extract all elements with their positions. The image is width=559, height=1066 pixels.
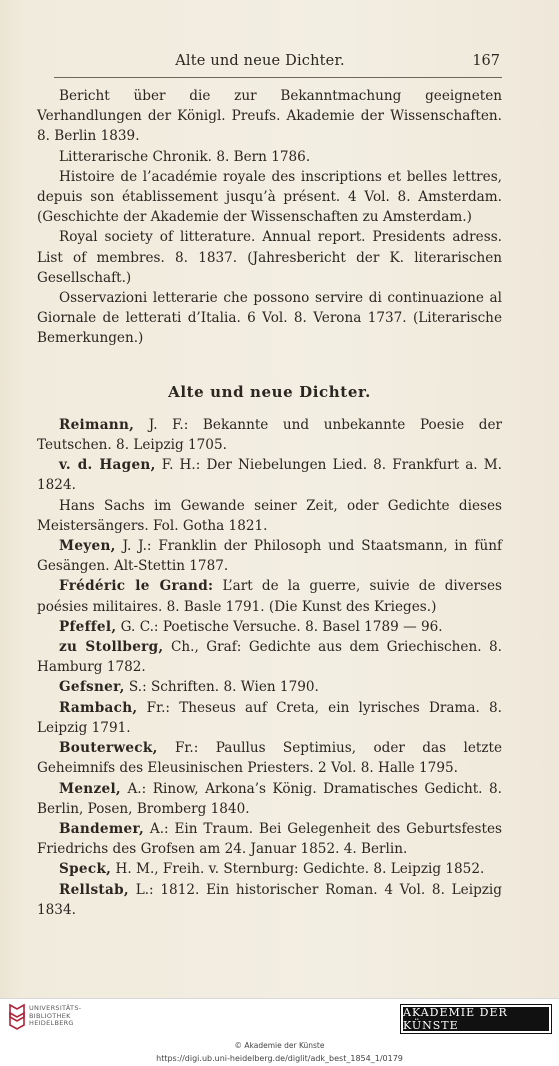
entry-text: A.: Ein Traum. Bei Gelegenheit des Geburtsfestes Friedrichs des Grofsen am 24. Januar 1852. 4. Berlin. <box>37 820 502 858</box>
entry-author: Bouterweck, <box>59 740 158 757</box>
entry-text: J. J.: Franklin der Philosoph und Staatsmann, in fünf Gesängen. Alt-Stettin 1787. <box>37 538 502 575</box>
akademie-logo[interactable]: AKADEMIE DER KÜNSTE <box>403 1007 549 1031</box>
entry-text: H. M., Freih. v. Sternburg: Gedichte. 8. Leipzig 1852. <box>111 861 485 878</box>
entry-author: Rellstab, <box>59 881 129 898</box>
entry-text: Fr.: Paullus Septimius, oder das letzte Geheimnifs des Eleusinischen Priesters. 2 Vol. 8. Halle 1795. <box>37 740 502 777</box>
library-line: HEIDELBERG <box>29 1019 74 1027</box>
library-line: BIBLIOTHEK <box>29 1011 71 1020</box>
university-library-logo-icon[interactable] <box>8 1003 26 1031</box>
bibliography-entry <box>37 880 502 920</box>
entry-text: Ch., Graf: Gedichte aus dem Griechischen. 8. Hamburg 1782. <box>37 639 503 676</box>
page-header <box>0 50 559 74</box>
entry-text: Fr.: Theseus auf Creta, ein lyrisches Drama. 8. Leipzig 1791. <box>37 699 502 736</box>
bibliography-entry <box>37 738 502 778</box>
entry-text: J. F.: Bekannte und unbekannte Poesie der Teutschen. 8. Leipzig 1705. <box>37 416 502 454</box>
bibliography-entry <box>37 576 502 616</box>
entry-author: Gefsner, <box>59 679 125 696</box>
bibliography-entry <box>37 859 502 879</box>
entry-author: Reimann, <box>59 416 135 433</box>
entry-text: Hans Sachs im Gewande seiner Zeit, oder Gedichte dieses Meistersängers. Fol. Gotha 1821. <box>37 497 502 534</box>
header-rule <box>54 77 502 78</box>
bibliography-entry <box>37 677 502 697</box>
entry-text: L.: 1812. Ein historischer Roman. 4 Vol. 8. Leipzig 1834. <box>37 881 502 918</box>
entry-text: S.: Schriften. 8. Wien 1790. <box>124 679 319 696</box>
entry-text: F. H.: Der Niebelungen Lied. 8. Frankfurt a. M. 1824. <box>37 457 502 494</box>
entry-text: L’art de la guerre, suivie de diverses poésies militaires. 8. Basle 1791. (Die Kunst des Krieges.) <box>37 578 502 615</box>
entry-author: v. d. Hagen, <box>59 457 156 474</box>
entry-text: G. C.: Poetische Versuche. 8. Basel 1789 — 96. <box>116 618 443 635</box>
source-url[interactable]: https://digi.ub.uni-heidelberg.de/diglit/adk_best_1854_1/0179 <box>156 1054 403 1063</box>
entry-author: Menzel, <box>59 780 121 797</box>
entry-author: Rambach, <box>59 699 138 716</box>
entry-author: Pfeffel, <box>59 618 117 635</box>
entry-author: Frédéric le Grand: <box>59 578 214 595</box>
bibliography-entry <box>37 617 502 637</box>
bibliography-entry <box>37 496 502 536</box>
library-line: UNIVERSITÄTS- <box>29 1004 82 1012</box>
intro-entry: Royal society of litterature. Annual report. Presidents adress. List of membres. 8. 1837. (Jahresbericht der K. literarischen Gesellschaft.) <box>37 229 502 286</box>
bibliography-entry <box>37 536 502 576</box>
university-library-name[interactable] <box>29 1005 81 1028</box>
bibliography-entry <box>37 637 502 677</box>
page-body <box>37 86 502 920</box>
intro-entry: Histoire de l’académie royale des inscriptions et belles lettres, depuis son établissement jusqu’à présent. 4 Vol. 8. Amsterdam. (Geschichte der Akademie der Wissenschaften zu Amsterdam.) <box>37 168 502 226</box>
entry-text: A.: Rinow, Arkona’s König. Dramatisches Gedicht. 8. Berlin, Posen, Bromberg 1840. <box>37 780 502 817</box>
entry-author: Speck, <box>59 861 112 878</box>
intro-entry: Osservazioni letterarie che possono servire di continuazione al Giornale de letterati d’Italia. 6 Vol. 8. Verona 1737. (Literarische Bemerkungen.) <box>37 290 502 347</box>
section-title: Alte und neue Dichter. <box>168 382 371 401</box>
entry-author: Meyen, <box>59 538 116 555</box>
intro-entry: Bericht über die zur Bekanntmachung geeigneten Verhandlungen der Königl. Preufs. Akademie der Wissenschaften. 8. Berlin 1839. <box>37 88 502 145</box>
bibliography-entry <box>37 779 502 819</box>
bibliography-entry <box>37 698 502 738</box>
copyright-notice: © Akademie der Künste <box>234 1041 325 1050</box>
bibliography-entry <box>37 819 502 859</box>
viewer-footer <box>0 998 559 1066</box>
running-title: Alte und neue Dichter. <box>175 53 345 69</box>
entry-author: Bandemer, <box>59 820 144 837</box>
intro-entry: Litterarische Chronik. 8. Bern 1786. <box>59 148 311 165</box>
entry-author: zu Stollberg, <box>59 639 164 656</box>
page-number: 167 <box>472 53 500 69</box>
bibliography-entry <box>37 455 502 495</box>
bibliography-entry <box>37 415 502 455</box>
